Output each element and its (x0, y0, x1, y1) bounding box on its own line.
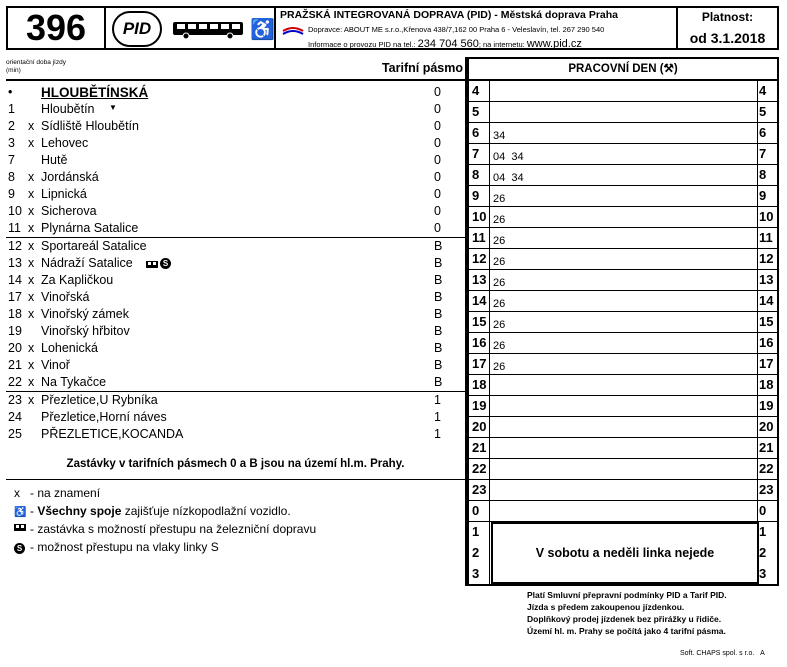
stop-name: PŘEZLETICE,KOCANDA (41, 427, 184, 441)
stop-zone: 0 (434, 170, 441, 184)
stop-row (6, 374, 465, 391)
hour-right: 7 (759, 146, 767, 161)
hour-divider (489, 291, 490, 312)
hour-divider (757, 291, 758, 312)
hour-left: 18 (472, 377, 487, 392)
stop-zone: B (434, 290, 443, 304)
hour-divider (489, 228, 490, 249)
hour-left: 13 (472, 272, 487, 287)
stop-name: Vinořský zámek (41, 307, 129, 321)
stop-row (6, 238, 465, 255)
hour-left: 5 (472, 104, 480, 119)
stop-name: Přezletice,Horní náves (41, 410, 167, 424)
stop-time: 17 (8, 290, 22, 304)
stop-row (6, 409, 465, 426)
hour-minutes: 26 (493, 235, 506, 247)
hour-row (469, 354, 777, 375)
hour-minutes: 04 34 (493, 172, 524, 184)
info-web[interactable]: www.pid.cz (526, 38, 582, 50)
hour-left: 17 (472, 356, 487, 371)
hour-right: 9 (759, 188, 767, 203)
hour-divider (757, 459, 758, 480)
hour-divider (757, 123, 758, 144)
hour-divider (489, 396, 490, 417)
legend-item (14, 484, 464, 502)
timetable-grid (467, 81, 779, 586)
hour-right: 21 (759, 440, 774, 455)
stop-zone: B (434, 239, 443, 253)
hour-divider (757, 228, 758, 249)
stops-header (6, 57, 465, 81)
footer-line: Doplňkový prodej jízdenek bez přirážky u řidiče. (527, 614, 722, 624)
info-tel: 234 704 560 (417, 38, 479, 50)
org-title: PRAŽSKÁ INTEGROVANÁ DOPRAVA (PID) - Městská doprava Praha (280, 9, 618, 21)
hour-left: 20 (472, 419, 487, 434)
stop-request: x (28, 341, 35, 355)
zone-note: Zastávky v tarifních pásmech 0 a B jsou na území hl.m. Prahy. (66, 458, 405, 470)
legend (14, 484, 464, 556)
stop-request: x (28, 119, 35, 133)
credit-text: Soft. CHAPS spol. s r.o. (680, 650, 755, 657)
hour-left: 6 (472, 125, 480, 140)
stop-time: 3 (8, 136, 15, 150)
stop-row (6, 306, 465, 323)
hour-minutes: 04 34 (493, 151, 524, 163)
stop-zone: B (434, 358, 443, 372)
hour-minutes: 34 (493, 130, 506, 142)
hour-left: 14 (472, 293, 487, 308)
metro-icon: ▼ (109, 103, 117, 112)
hour-divider (489, 375, 490, 396)
stop-name: Plynárna Satalice (41, 221, 139, 235)
legend-text: - zastávka s možností přestupu na železniční dopravu (30, 522, 317, 536)
legend-item (14, 538, 464, 556)
hour-divider (757, 144, 758, 165)
stop-request: x (28, 393, 35, 407)
s-train-icon: S (14, 538, 30, 556)
stop-row (6, 186, 465, 203)
hour-divider (489, 459, 490, 480)
stop-time: 2 (8, 119, 15, 133)
hour-right: 17 (759, 356, 774, 371)
hour-row (469, 165, 777, 186)
hour-left: 15 (472, 314, 487, 329)
stop-request: x (28, 273, 35, 287)
stop-zone: B (434, 324, 443, 338)
hour-divider (757, 375, 758, 396)
stop-zone: 0 (434, 136, 441, 150)
stop-time: 18 (8, 307, 22, 321)
hour-row (469, 312, 777, 333)
hour-left: 9 (472, 188, 480, 203)
hour-row (469, 417, 777, 438)
hour-minutes: 26 (493, 193, 506, 205)
hour-minutes: 26 (493, 214, 506, 226)
hour-divider (757, 480, 758, 501)
hour-divider (489, 417, 490, 438)
stop-time: 23 (8, 393, 22, 407)
legend-bold: Všechny spoje (37, 504, 122, 518)
hour-divider (489, 543, 490, 564)
stop-time: 1 (8, 102, 15, 116)
footer-line: Území hl. m. Prahy se počítá jako 4 tarifní pásma. (527, 626, 726, 636)
validity-label: Platnost: (701, 10, 754, 24)
footer-line: Platí Smluvní přepravní podmínky PID a Tarif PID. (527, 590, 727, 600)
hour-right: 4 (759, 83, 767, 98)
hour-row (469, 81, 777, 102)
stop-zone: 0 (434, 119, 441, 133)
stop-name: Přezletice,U Rybníka (41, 393, 158, 407)
stop-time: 24 (8, 410, 22, 424)
timetable-header (467, 57, 779, 81)
info-line (308, 38, 582, 50)
weekend-box (491, 522, 759, 584)
hour-row (469, 333, 777, 354)
hour-divider (489, 81, 490, 102)
hour-divider (757, 165, 758, 186)
hour-divider (757, 438, 758, 459)
stop-row (6, 323, 465, 340)
stop-zone: 1 (434, 410, 441, 424)
stop-zone: B (434, 256, 443, 270)
stop-zone: 0 (434, 153, 441, 167)
legend-text: - na znamení (30, 486, 101, 500)
hour-left: 10 (472, 209, 487, 224)
stop-row (6, 169, 465, 186)
hour-divider (757, 186, 758, 207)
hour-row (469, 480, 777, 501)
stop-time: 11 (8, 221, 21, 235)
hour-minutes: 26 (493, 298, 506, 310)
stop-request: x (28, 256, 35, 270)
stop-row (6, 135, 465, 152)
hour-right: 14 (759, 293, 774, 308)
stop-zone: 0 (434, 85, 441, 99)
hour-row (469, 291, 777, 312)
hour-right: 1 (759, 524, 767, 539)
hour-row (469, 144, 777, 165)
stop-name: Vinořský hřbitov (41, 324, 130, 338)
hour-divider (489, 564, 490, 585)
stop-request: x (28, 290, 35, 304)
hour-divider (757, 333, 758, 354)
stop-row (6, 118, 465, 135)
stop-row (6, 101, 465, 118)
stop-name: Lohenická (41, 341, 98, 355)
weekend-note: V sobotu a neděli linka nejede (535, 546, 715, 560)
stop-name: Lipnická (41, 187, 87, 201)
stop-request: x (28, 170, 35, 184)
hour-right: 23 (759, 482, 774, 497)
hour-left: 12 (472, 251, 487, 266)
hour-right: 11 (759, 230, 773, 245)
hour-left: 22 (472, 461, 487, 476)
hour-divider (489, 480, 490, 501)
validity-box (678, 6, 779, 50)
stop-zone: 0 (434, 221, 441, 235)
legend-text: zajišťuje nízkopodlažní vozidlo. (121, 504, 291, 518)
info-web-label: ; na internetu: (478, 40, 525, 49)
hour-divider (489, 312, 490, 333)
divider (6, 479, 465, 480)
hour-divider (489, 270, 490, 291)
stop-zone: B (434, 273, 443, 287)
stop-name: Hutě (41, 153, 68, 167)
hour-divider (757, 417, 758, 438)
stop-request: x (28, 239, 35, 253)
hour-divider (757, 270, 758, 291)
hour-divider (757, 396, 758, 417)
hour-row (469, 501, 777, 522)
stop-request: x (28, 307, 35, 321)
stop-name: Hloubětín (41, 102, 95, 116)
stop-request: x (28, 358, 35, 372)
hour-right: 22 (759, 461, 774, 476)
hour-right: 6 (759, 125, 767, 140)
stop-request: x (28, 375, 35, 389)
legend-symbol: x (14, 486, 20, 500)
stop-name: HLOUBĚTÍNSKÁ (41, 85, 149, 100)
hour-left: 0 (472, 503, 480, 518)
stop-row (6, 426, 465, 443)
stop-zone: 1 (434, 393, 441, 407)
footer-line: Jízda s předem zakoupenou jízdenkou. (527, 602, 685, 612)
stop-zone: 0 (434, 102, 441, 116)
stop-time: 12 (8, 239, 22, 253)
hour-divider (489, 207, 490, 228)
stop-name: Vinořská (41, 290, 90, 304)
stop-zone: B (434, 341, 443, 355)
stop-time: 21 (8, 358, 22, 372)
line-number: 396 (6, 6, 106, 50)
hour-left: 8 (472, 167, 480, 182)
hour-right: 20 (759, 419, 774, 434)
info-prefix: Informace o provozu PID na (308, 40, 402, 49)
hour-right: 15 (759, 314, 774, 329)
stop-request: x (28, 204, 35, 218)
stop-name: Vinoř (41, 358, 70, 372)
hour-divider (489, 438, 490, 459)
stop-row (6, 220, 465, 237)
stop-name: Nádraží Satalice (41, 256, 133, 270)
stop-zone: 1 (434, 427, 441, 441)
hour-divider (489, 249, 490, 270)
stop-row (6, 357, 465, 374)
legend-item: ♿ - Všechny spoje zajišťuje nízkopodlažní vozidlo. (14, 502, 464, 520)
hour-divider (757, 249, 758, 270)
stop-zone: 0 (434, 204, 441, 218)
hour-divider (757, 207, 758, 228)
stop-zone: 0 (434, 187, 441, 201)
operator-logo-icon (282, 25, 304, 37)
operator-text: Dopravce: ABOUT ME s.r.o.,Křenova 438/7,162 00 Praha 6 - Veleslavín, tel. 267 290 540 (308, 25, 605, 34)
stop-time: 20 (8, 341, 22, 355)
hour-divider (757, 354, 758, 375)
hour-left: 16 (472, 335, 487, 350)
hour-right: 13 (759, 272, 774, 287)
hour-row (469, 207, 777, 228)
stop-row (6, 392, 465, 409)
hour-divider (757, 81, 758, 102)
wheelchair-icon: ♿ (250, 19, 275, 41)
stop-time: 19 (8, 324, 22, 338)
hour-right: 2 (759, 545, 767, 560)
hour-divider (757, 501, 758, 522)
hour-minutes: 26 (493, 277, 506, 289)
hour-row (469, 123, 777, 144)
hour-divider (757, 102, 758, 123)
bus-icon (172, 20, 244, 40)
legend-item (14, 520, 464, 538)
hour-right: 8 (759, 167, 767, 182)
stop-time: 8 (8, 170, 15, 184)
stop-request: x (28, 187, 35, 201)
stop-request: x (28, 221, 35, 235)
validity-date: od 3.1.2018 (689, 30, 766, 46)
hour-right: 12 (759, 251, 774, 266)
stop-time: 14 (8, 273, 22, 287)
stop-request: x (28, 136, 35, 150)
footer-notes (527, 589, 727, 637)
stop-name: Sídliště Hloubětín (41, 119, 139, 133)
orient-label: orientační doba jízdy (min) (6, 59, 66, 74)
hour-row (469, 375, 777, 396)
hour-divider (489, 354, 490, 375)
stop-row (6, 255, 465, 272)
stop-time: 25 (8, 427, 22, 441)
hour-right: 10 (759, 209, 774, 224)
hour-divider (489, 186, 490, 207)
stop-time: 13 (8, 256, 22, 270)
timetable-title: PRACOVNÍ DEN (⚒) (568, 63, 678, 75)
hour-right: 16 (759, 335, 774, 350)
hour-left: 7 (472, 146, 480, 161)
stop-time: 22 (8, 375, 22, 389)
stop-row (6, 340, 465, 357)
hour-divider (489, 102, 490, 123)
hour-row (469, 186, 777, 207)
stop-zone: B (434, 307, 443, 321)
stops-list (6, 84, 465, 443)
stop-time: 9 (8, 187, 15, 201)
hour-left: 23 (472, 482, 487, 497)
hour-minutes: 26 (493, 319, 506, 331)
hour-left: 19 (472, 398, 487, 413)
stop-time: • (8, 85, 13, 99)
hour-divider (489, 165, 490, 186)
zone-label: Tarifní pásmo (381, 61, 463, 75)
hour-minutes: 26 (493, 340, 506, 352)
stop-row (6, 152, 465, 169)
hour-right: 19 (759, 398, 774, 413)
hour-right: 0 (759, 503, 767, 518)
stop-name: Za Kapličkou (41, 273, 114, 287)
stop-row (6, 203, 465, 220)
hour-row (469, 438, 777, 459)
pid-logo: PID (112, 11, 162, 47)
stop-name: Lehovec (41, 136, 89, 150)
hour-left: 2 (472, 545, 480, 560)
legend-text: - možnost přestupu na vlaky linky S (30, 540, 219, 554)
stop-name: Na Tykačce (41, 375, 107, 389)
stop-time: 10 (8, 204, 22, 218)
info-tel-label: tel.: (403, 40, 416, 49)
hour-row (469, 459, 777, 480)
hour-divider (489, 144, 490, 165)
hour-left: 3 (472, 566, 480, 581)
stop-row (6, 84, 465, 101)
credit-letter: A (760, 650, 765, 657)
hour-left: 4 (472, 83, 480, 98)
hour-right: 3 (759, 566, 767, 581)
hour-row (469, 102, 777, 123)
hour-divider (489, 333, 490, 354)
wheelchair-icon: ♿ (14, 507, 27, 518)
credit (680, 650, 765, 657)
stop-row (6, 289, 465, 306)
hour-divider (489, 123, 490, 144)
stop-time: 7 (8, 153, 15, 167)
hour-row (469, 396, 777, 417)
hour-left: 11 (472, 230, 486, 245)
stop-zone: B (434, 375, 443, 389)
s-train-icon: S (160, 258, 171, 269)
header-info (276, 6, 678, 50)
hour-divider (489, 522, 490, 543)
hour-divider (489, 501, 490, 522)
stop-row (6, 272, 465, 289)
hour-divider (757, 312, 758, 333)
hour-minutes: 26 (493, 361, 506, 373)
header-icons (106, 6, 276, 50)
hour-row (469, 249, 777, 270)
stop-name: Sicherova (41, 204, 97, 218)
train-icon (14, 520, 30, 538)
hour-row (469, 270, 777, 291)
hour-right: 18 (759, 377, 774, 392)
hour-left: 1 (472, 524, 480, 539)
stop-name: Jordánská (41, 170, 99, 184)
hour-right: 5 (759, 104, 767, 119)
stop-name: Sportareál Satalice (41, 239, 147, 253)
hour-minutes: 26 (493, 256, 506, 268)
hour-row (469, 228, 777, 249)
hour-left: 21 (472, 440, 487, 455)
